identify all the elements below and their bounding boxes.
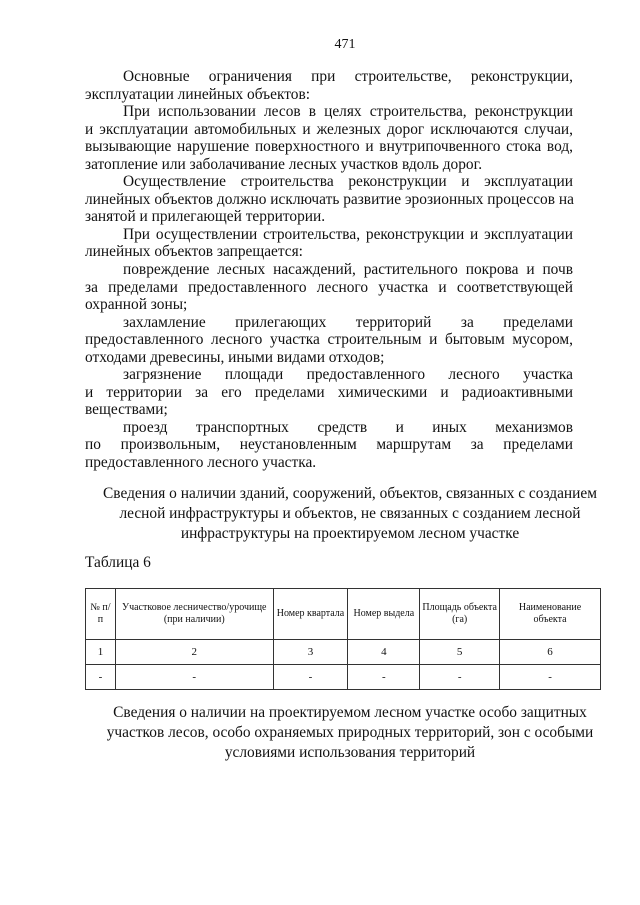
text-line: предоставленного лесного участка строительным и бытовым мусором, (85, 331, 573, 349)
table-cell: 1 (86, 640, 116, 665)
table-cell: 5 (420, 640, 500, 665)
table-cell: - (115, 665, 273, 690)
text-line: и территории за его пределами химическими и радиоактивными (85, 383, 573, 401)
table-cell: 6 (500, 640, 601, 665)
body-text (85, 68, 573, 472)
text-line: Осуществление строительства реконструкции и эксплуатации (123, 173, 573, 191)
text-line: по произвольным, неустановленным маршрутам за пределами (85, 436, 573, 454)
header-cell: Площадь объекта (га) (420, 589, 500, 640)
table-cell: 2 (115, 640, 273, 665)
text-line: вызывающие нарушение поверхностного и внутрипочвенного стока вод, (85, 138, 573, 156)
text-line: линейных объектов должно исключать развитие эрозионных процессов на (85, 190, 574, 208)
heading-line: инфраструктуры на проектируемом лесном участке (180, 525, 520, 542)
text-line: захламление прилегающих территорий за пределами (123, 313, 573, 331)
paragraph (85, 261, 573, 314)
text-line: При использовании лесов в целях строительства, реконструкции (123, 103, 573, 121)
heading-line: лесной инфраструктуры и объектов, не связанных с созданием лесной (119, 505, 581, 522)
text-line: за пределами предоставленного лесного участка и соответствующей (85, 278, 573, 296)
column-number-row (86, 640, 601, 665)
table-cell: - (420, 665, 500, 690)
section-heading-protected-areas (60, 703, 640, 763)
text-line: затопление или заболачивание лесных участков вдоль дорог. (85, 155, 483, 173)
table-header-row (86, 589, 601, 640)
text-line: При осуществлении строительства, реконструкции и эксплуатации (123, 225, 573, 243)
heading-line: участков лесов, особо охраняемых природных территорий, зон с особыми (106, 724, 594, 741)
table-cell: - (500, 665, 601, 690)
paragraph (85, 419, 573, 472)
table-cell: - (86, 665, 116, 690)
header-cell: Номер выдела (348, 589, 420, 640)
header-cell: № п/п (86, 589, 116, 640)
heading-line: Сведения о наличии зданий, сооружений, объектов, связанных с созданием (103, 485, 597, 502)
paragraph (85, 314, 573, 367)
text-line: отходами древесины, иными видами отходов; (85, 348, 385, 366)
text-line: проезд транспортных средств и иных механизмов (123, 418, 573, 436)
heading-line: условиями использования территорий (224, 744, 476, 761)
text-line: предоставленного лесного участка. (85, 454, 317, 472)
text-line: веществами; (85, 401, 168, 419)
table-row (86, 665, 601, 690)
text-line: линейных объектов запрещается: (85, 243, 303, 261)
text-line: занятой и прилегающей территории. (85, 208, 326, 226)
header-cell: Номер квартала (273, 589, 348, 640)
text-line: Основные ограничения при строительстве, реконструкции, (123, 68, 573, 85)
section-heading-infrastructure (60, 484, 640, 544)
paragraph (85, 226, 573, 261)
table-cell: - (348, 665, 420, 690)
infrastructure-table (85, 588, 601, 690)
text-line: эксплуатации линейных объектов: (85, 85, 310, 103)
text-line: повреждение лесных насаждений, растительного покрова и почв (123, 261, 573, 279)
text-line: загрязнение площади предоставленного лесного участка (123, 366, 573, 384)
text-line: охранной зоны; (85, 296, 188, 314)
table-cell: 4 (348, 640, 420, 665)
page-number: 471 (334, 37, 356, 52)
paragraph (85, 173, 573, 226)
header-cell: Участковое лесничество/урочище (при наличии) (115, 589, 273, 640)
table-cell: - (273, 665, 348, 690)
text-line: и эксплуатации автомобильных и железных дорог исключаются случаи, (85, 120, 573, 138)
paragraph (85, 68, 573, 103)
header-cell: Наименование объекта (500, 589, 601, 640)
heading-line: Сведения о наличии на проектируемом лесном участке особо защитных (113, 704, 587, 721)
paragraph (85, 366, 573, 419)
table-cell: 3 (273, 640, 348, 665)
table-caption: Таблица 6 (85, 554, 151, 571)
paragraph (85, 103, 573, 173)
